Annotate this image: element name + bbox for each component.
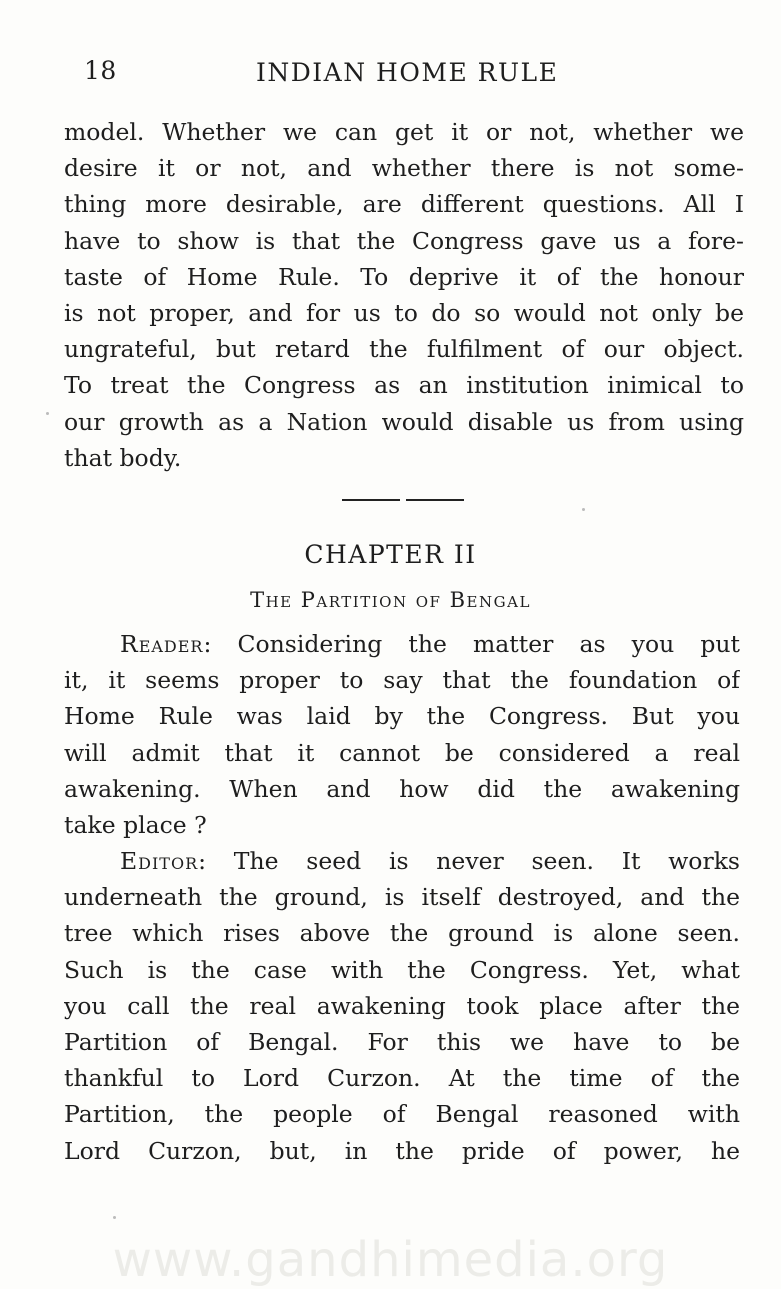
text-line: take place ?	[64, 811, 207, 840]
paper-speck	[113, 1216, 116, 1219]
page-header	[84, 56, 734, 92]
paragraph-continuation	[64, 114, 744, 476]
section-divider	[406, 499, 464, 501]
text-line: have to show is that the Congress gave us a fore-	[64, 226, 744, 255]
chapter-title: The Partition of Bengal	[250, 588, 531, 612]
text-line: taste of Home Rule. To deprive it of the honour	[64, 262, 744, 291]
section-divider	[342, 499, 400, 501]
chapter-heading: CHAPTER II	[304, 540, 477, 569]
text-line: To treat the Congress as an institution inimical to	[64, 371, 744, 400]
text-line	[64, 843, 740, 879]
text-line: thing more desirable, are different questions. All I	[64, 190, 744, 219]
text-line: thankful to Lord Curzon. At the time of the	[64, 1064, 740, 1093]
text-line: that body.	[64, 443, 182, 472]
paper-speck	[46, 412, 49, 415]
text-line: Such is the case with the Congress. Yet, what	[64, 955, 740, 984]
text-fragment: : Considering the matter as you put	[203, 630, 740, 658]
paper-speck	[582, 508, 585, 511]
text-line: Partition, the people of Bengal reasoned with	[64, 1100, 740, 1129]
text-line	[64, 626, 740, 662]
paragraph-editor	[64, 843, 740, 1169]
text-line: Partition of Bengal. For this we have to be	[64, 1028, 740, 1057]
text-line: underneath the ground, is itself destroyed, and the	[64, 883, 740, 912]
text-line: you call the real awakening took place after the	[64, 991, 740, 1020]
text-line: is not proper, and for us to do so would not only be	[64, 299, 744, 328]
speaker-label: Reader	[120, 630, 204, 658]
text-line: it, it seems proper to say that the foundation of	[64, 666, 740, 695]
text-line: Home Rule was laid by the Congress. But you	[64, 702, 740, 731]
text-line: desire it or not, and whether there is not some-	[64, 154, 744, 183]
text-fragment: : The seed is never seen. It works	[198, 847, 740, 875]
paragraph-reader	[64, 626, 740, 843]
speaker-label: Editor	[120, 847, 199, 875]
text-line: Lord Curzon, but, in the pride of power, he	[64, 1136, 740, 1165]
text-line: ungrateful, but retard the fulfilment of our object.	[64, 335, 744, 364]
text-line: our growth as a Nation would disable us from using	[64, 407, 744, 436]
text-line: will admit that it cannot be considered a real	[64, 738, 740, 767]
page-number: 18	[84, 56, 117, 85]
watermark: www.gandhimedia.org	[112, 1232, 669, 1288]
text-line: tree which rises above the ground is alone seen.	[64, 919, 740, 948]
text-line: model. Whether we can get it or not, whether we	[64, 118, 744, 146]
text-line: awakening. When and how did the awakening	[64, 774, 740, 803]
running-head: INDIAN HOME RULE	[256, 58, 559, 87]
